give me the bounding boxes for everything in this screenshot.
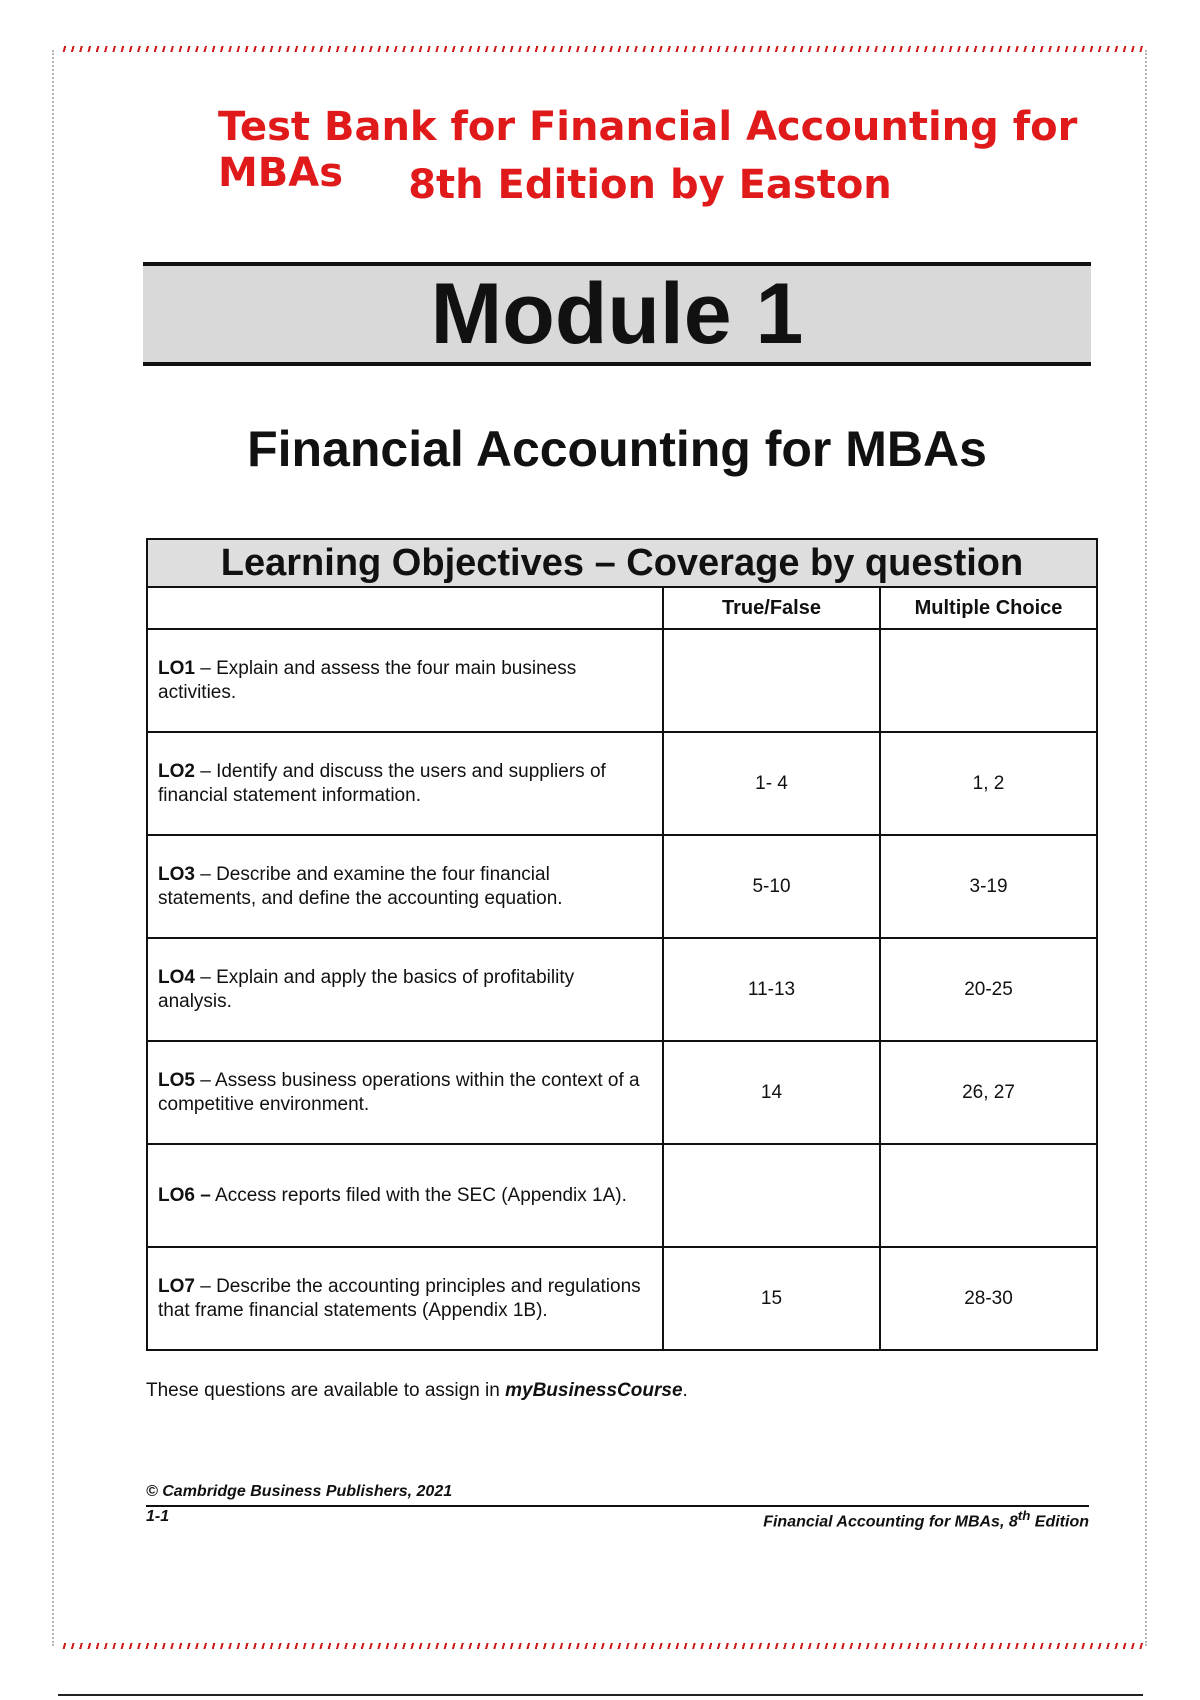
note-text: These questions are available to assign in: [146, 1380, 506, 1401]
objective-code: LO3: [158, 863, 195, 885]
table-caption: Learning Objectives – Coverage by question: [147, 539, 1097, 587]
true-false-cell: [663, 629, 880, 732]
objective-cell: [147, 835, 663, 938]
objective-code: LO6 –: [158, 1184, 211, 1206]
multiple-choice-cell: 26, 27: [880, 1041, 1097, 1144]
table-row: [147, 938, 1097, 1041]
table-row: [147, 1247, 1097, 1350]
decorative-top-border: [58, 46, 1143, 52]
footer-book-text: Financial Accounting for MBAs, 8: [763, 1513, 1018, 1531]
course-title: Financial Accounting for MBAs: [247, 421, 987, 477]
objective-code: LO5: [158, 1069, 195, 1091]
column-header-multiple-choice: Multiple Choice: [880, 587, 1097, 629]
true-false-cell: 11-13: [663, 938, 880, 1041]
multiple-choice-cell: [880, 629, 1097, 732]
column-header-true-false: True/False: [663, 587, 880, 629]
true-false-cell: 5-10: [663, 835, 880, 938]
true-false-cell: 15: [663, 1247, 880, 1350]
decorative-bottom-border: [58, 1643, 1143, 1649]
multiple-choice-cell: [880, 1144, 1097, 1247]
true-false-cell: [663, 1144, 880, 1247]
table-row: [147, 1041, 1097, 1144]
true-false-cell: 1- 4: [663, 732, 880, 835]
headline-line-1: Test Bank for Financial Accounting for MBAs: [218, 104, 1078, 196]
objective-cell: [147, 732, 663, 835]
module-title: Module 1: [430, 266, 804, 362]
objective-text: – Describe the accounting principles and regulations that frame financial statements (Appendix 1B).: [158, 1275, 641, 1321]
learning-objectives-table: [146, 538, 1098, 1351]
footer-rule: [146, 1505, 1089, 1507]
multiple-choice-cell: 28-30: [880, 1247, 1097, 1350]
multiple-choice-cell: 20-25: [880, 938, 1097, 1041]
footer-edition-suffix: th: [1017, 1508, 1031, 1523]
table-row: [147, 732, 1097, 835]
table-row: [147, 1144, 1097, 1247]
page-bottom-rule: [58, 1694, 1143, 1696]
table-row: [147, 835, 1097, 938]
note-end: .: [682, 1380, 688, 1401]
objective-text: – Describe and examine the four financial statements, and define the accounting equation.: [158, 863, 563, 909]
multiple-choice-cell: 1, 2: [880, 732, 1097, 835]
copyright: © Cambridge Business Publishers, 2021: [146, 1483, 453, 1500]
objective-cell: [147, 938, 663, 1041]
objective-code: LO2: [158, 760, 195, 782]
table-header-row: [147, 587, 1097, 629]
objective-text: – Explain and apply the basics of profitability analysis.: [158, 966, 575, 1012]
objective-text: Access reports filed with the SEC (Appendix 1A).: [210, 1184, 627, 1206]
objective-cell: [147, 1041, 663, 1144]
footer-edition: Edition: [1030, 1513, 1089, 1531]
objective-text: – Identify and discuss the users and suppliers of financial statement information.: [158, 760, 606, 806]
true-false-cell: 14: [663, 1041, 880, 1144]
objective-cell: [147, 1247, 663, 1350]
note-course-name: myBusinessCourse: [505, 1380, 683, 1401]
module-banner: [143, 262, 1091, 366]
column-header-objective: [147, 587, 663, 629]
objective-code: LO4: [158, 966, 195, 988]
objective-code: LO1: [158, 657, 195, 679]
footer-book-title: [763, 1508, 1089, 1531]
objective-cell: [147, 629, 663, 732]
page-number: 1-1: [146, 1508, 170, 1525]
availability-note: [146, 1380, 688, 1402]
objective-text: – Assess business operations within the context of a competitive environment.: [158, 1069, 640, 1115]
multiple-choice-cell: 3-19: [880, 835, 1097, 938]
objective-text: – Explain and assess the four main business activities.: [158, 657, 577, 703]
headline-line-2: 8th Edition by Easton: [408, 162, 892, 208]
objective-code: LO7: [158, 1275, 195, 1297]
objective-cell: [147, 1144, 663, 1247]
table-row: [147, 629, 1097, 732]
